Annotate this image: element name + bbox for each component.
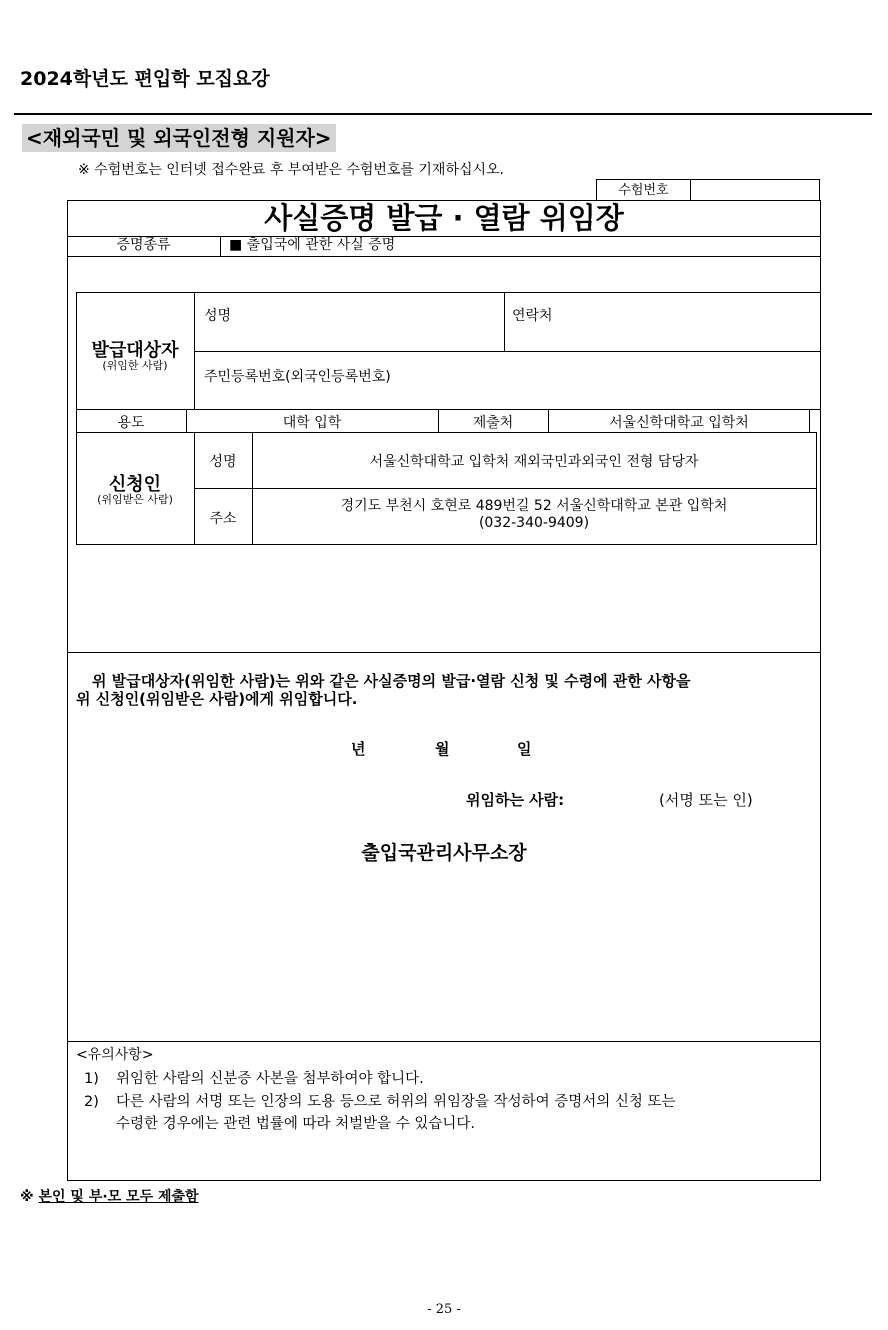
signature-placeholder: (서명 또는 인): [659, 791, 753, 809]
form-title: 사실증명 발급 · 열람 위임장: [264, 201, 624, 235]
submit-to-label: 제출처: [472, 415, 514, 431]
signer-label: 위임하는 사람:: [466, 791, 565, 809]
date-year-label: 년: [351, 740, 366, 758]
grantor-contact-label: 연락처: [512, 308, 553, 324]
note-text-continued: 수령한 경우에는 관련 법률에 따라 처벌받을 수 있습니다.: [116, 1116, 476, 1132]
applicant-address-label: 주소: [209, 511, 237, 527]
applicant-name-value: 서울신학대학교 입학처 재외국민과외국인 전형 담당자: [369, 454, 699, 470]
note-number: 2): [84, 1094, 99, 1110]
date-month-label: 월: [435, 740, 450, 758]
applicant-address-line2: (032-340-9409): [478, 515, 590, 531]
applicant-label: 신청인: [108, 474, 162, 495]
addressee: 출입국관리사무소장: [361, 842, 527, 864]
applicant-sub-label: (위임받은 사람): [97, 493, 173, 506]
header-divider: [14, 113, 872, 115]
purpose-label: 용도: [117, 415, 145, 431]
footer-mark: ※: [20, 1189, 34, 1205]
note-number: 1): [84, 1071, 99, 1087]
purpose-value: 대학 입학: [282, 415, 342, 431]
section-title: <재외국민 및 외국인전형 지원자>: [22, 124, 336, 152]
submit-to-value: 서울신학대학교 입학처: [609, 415, 749, 431]
body-divider: [68, 652, 820, 653]
page-number: - 25 -: [427, 1302, 461, 1317]
date-day-label: 일: [517, 740, 532, 758]
page-header-title: 2024학년도 편입학 모집요강: [20, 68, 270, 90]
cert-type-divider: [68, 256, 820, 257]
cert-type-label: 증명종류: [116, 237, 171, 253]
notes-title: <유의사항>: [76, 1047, 154, 1063]
applicant-address-line1: 경기도 부천시 호현로 489번길 52 서울신학대학교 본관 입학처: [340, 498, 728, 514]
exam-number-box: [596, 179, 820, 200]
instruction-note: ※ 수험번호는 인터넷 접수완료 후 부여받은 수험번호를 기재하십시오.: [78, 162, 505, 178]
grantor-sub-label: (위임한 사람): [102, 359, 168, 372]
delegation-text-line2: 위 신청인(위임받은 사람)에게 위임합니다.: [76, 690, 358, 708]
grantor-id-label: 주민등록번호(외국인등록번호): [204, 369, 391, 385]
footer-note-text: 본인 및 부·모 모두 제출함: [38, 1189, 199, 1205]
delegation-text-line1: 위 발급대상자(위임한 사람)는 위와 같은 사실증명의 발급·열람 신청 및 수령에 관한 사항을: [92, 672, 691, 690]
grantor-name-label: 성명: [204, 308, 232, 324]
note-text: 다른 사람의 서명 또는 인장의 도용 등으로 허위의 위임장을 작성하여 증명서의 신청 또는: [116, 1094, 676, 1110]
footer-note: [20, 1186, 199, 1206]
grantor-label: 발급대상자: [91, 340, 179, 361]
applicant-name-label: 성명: [209, 454, 237, 470]
exam-number-label: 수험번호: [597, 180, 691, 201]
note-text: 위임한 사람의 신분증 사본을 첨부하여야 합니다.: [116, 1071, 424, 1087]
cert-type-value: ■ 출입국에 관한 사실 증명: [229, 237, 396, 253]
exam-number-field[interactable]: [691, 180, 819, 201]
delegation-statement: [78, 672, 808, 708]
notes-divider: [68, 1041, 820, 1042]
cert-type-col-divider: [220, 236, 221, 256]
